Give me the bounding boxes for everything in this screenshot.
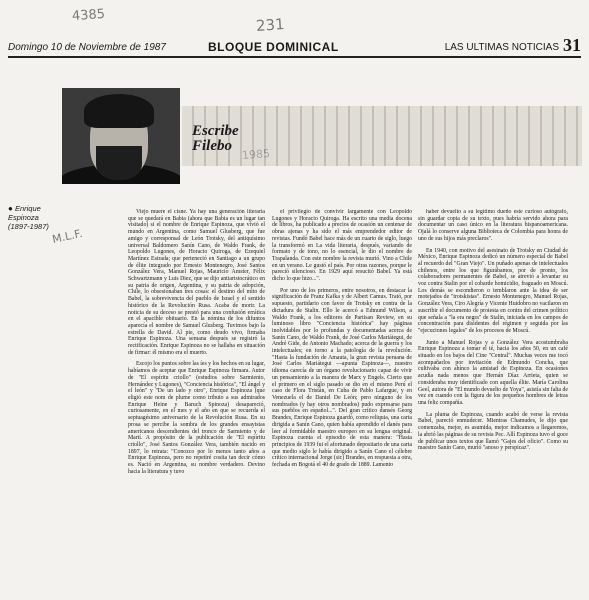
- paragraph: Viejo muere el cisne. Ya hay una generación literaria que se quedará en Babia (ahora que Babia es un lugar tan visitado) si el nombre de Enrique Espinoza, que vivió el mundo en Argentina, como Samuel Glusberg, que fue amigo y corresponsal de León Trotsky, del antiquísimo universal Baldomero Sanín Cano, de Waldo Frank, de Leopoldo Lugones, de Horacio Quiroga, de Ezequiel Martínez Estrada; que perteneció en Santiago a un grupo de élite integrado por Ernesto Montenegro, José Santos González Vera, Manuel Rojas, Mauricio Amster, Félix Schwartzmann y Luis Diez, que se dijo antiaristocrático en su patria de origen, Argentina, y su patria de adopción, Chile, lo obsesionaban tres cosas: el destino del mito de Babel, la sobrevivencia del pueblo de Israel y el sentido histórico de la Revolución Rusa. Acaba de morir. La noticia de su deceso se prestó para una confusión errática en el apacible obituario. En la nómina de los difuntos aparecía el nombre de Samuel Glusberg. Tuvimos bajo la estrella de David. Al pie, como deudo vivo, firmaba Enrique Espinoza. Una semana después se registró la rectificación. Enrique Espinoza no se hallaba en situación de firmar: él mismo era el muerto.: [128, 209, 265, 356]
- author-photo: [62, 88, 180, 184]
- handwritten-number: 4385: [71, 6, 106, 25]
- issue-date: Domingo 10 de Noviembre de 1987: [8, 42, 166, 53]
- page-number: 31: [563, 35, 581, 55]
- masthead: [8, 35, 581, 58]
- section-title: BLOQUE DOMINICAL: [208, 40, 339, 54]
- handwritten-initials: M.L.F.: [50, 226, 84, 247]
- paragraph: En 1940, con motivo del asesinato de Trotsky en Ciudad de México, Enrique Espinoza dedicó un número especial de Babel al recuerdo del "Gran Viejo". Un puñado apenas de intelectuales chilenos, entre los que figurábamos, por de pronto, los colaboradores permanentes de Babel, se atrevió a levantar su voz contra Stalin por el cobarde homicidio, fraguado en Moscú. Los demás se escondieron o temblaron ante la idea de ser motejados de "trotskistas". Ernesto Montenegro, Manuel Rojas, González Vera, Ciro Alegría y Vicente Huidobro no vacilaron en suscribir el documento de protesta en contra del crimen político que señala a "la era negra" de Stalin, iniciada en los campos de concentración para disidentes del régimen y seguida por las "ejecuciones legales" de los procesos de Moscú.: [418, 247, 568, 334]
- column-title: [192, 124, 239, 154]
- column-banner: [62, 88, 582, 184]
- caption-years: (1897-1987): [8, 222, 49, 231]
- paragraph: haber devuelto a su legítimo dueño este curioso autógrafo, sin guardar copia de su texto, pues habría servido ahora para documentar un caso único en la literatura hispanoamericana. Ojalá lo conserve alguna Biblioteca de Colombia para honra de uno de sus hijos más preclaros".: [418, 209, 568, 242]
- decorative-stripe: [182, 106, 582, 166]
- paragraph: el privilegio de convivir largamente con Leopoldo Lugones y Horacio Quiroga. Ha escrito una media docena de libros, ha publicado a precios de ocasión un centenar de obras ajenas y ha sido el más emprendedor editor de revistas. Fundó Babel hace más de un cuarto de siglo, luego la transformó en La vida literaria, después, variando de formato y de tono, no lo esencial, le dio el nombre de Trapalanda. Con este nombre la revista murió. Vino a Chile en un verano. Le gustó el país. Por otras razones, porque le pareció silencioso. En 1929 aquí resucitó Babel. Ya está dicho lo que hizo...".: [272, 209, 412, 283]
- bullet-icon: ●: [8, 204, 13, 213]
- column-title-line2: Filebo: [192, 138, 232, 154]
- paragraph: Por uno de los primeros, entre nosotros, en destacar la significación de Franz Kafka y de Albert Camus. Trató, por supuesto, partidario con favor de Trotsky en contra de la dictadura de Stalin. Ello le acercó a Edmund Wilson, a Waldo Frank, a los editores de Partisan Review, en su luminoso libro "Conciencia histórica" hay páginas inolvidables por lo profundas y documentadas acerca de Sanín Cano, de Waldo Frank, de José Carlos Mariátegui, de André Gide, de Antonio Machado; acerca de la guerra y los intelectuales; en torno a la patología de la revolución. "Hasta la fundación de Amauta, la gran revista peruana de José Carlos Mariátegui —apunta Espinoza—, nuestro idioma carecía de un órgano revolucionario capaz de vivir un pensamiento a la manera de Marx y Engels. Cierto que el primero en el siglo pasado se dio en el mismo Perú el caso de Flora Tristán, en Cuba de Pablo Lafargue, y en Venezuela el de Daniel De León; pero ninguno de los nombrados (y hay otros nombrados) pudo expresarse para sus pueblos en español...". Del gran crítico dansés Georg Brandes, Enrique Espinoza guardó, como reliquia, una carta dirigida a Sanín Cano, quien había aprendido el danés para leer al formidable maestro europeo en su lengua original. Espinoza cuenta el episodio de esta manera: "Hasta principios de 1939 fui el afortunado depositario de una carta que medio siglo le había dirigido a Sanín Cano el célebre crítico internacional Jorge (sic) Brandes, en respuesta a otra, fechada en Bogotá el 40 de grado de 1889. Lamento: [272, 287, 412, 469]
- paragraph: Junto a Manuel Rojas y a González Vera acostumbraba Enrique Espinoza a tomar el té, hacia los años 50, en un café situado en los bajos del Cine "Central". Muchas veces me tocó acompañarlos por invitación de Edmundo Concha, que cultivaba con ahínco la amistad de Espinoza. En ocasiones acudía nada menos que Hernán Díaz Arrieta, quien se consideraba muy identificado con aquella élite. María Carolina Geel, autora de "El mundo devuelto de Yoya", asistía sin falta de vez en cuando con la figura de los pequeños hombres de letras una feliz compañía.: [418, 339, 568, 406]
- paragraph: La pluma de Espinoza, cuando acabó de verse la revista Babel, pareció enmudecer. Mientras Chamudes, le dijo que comenzaba, mejor, es asumida, mejor indicamos a llegaremos, la abrió las páginas de su revista Pec. Allí Espinoza tuvo el goce de publicar unos textos que llamó "Gajes del oficio". Como su maestro Sanín Cano, murió "anoso y perspicaz".: [418, 411, 568, 452]
- newspaper-name: LAS ULTIMAS NOTICIAS: [444, 42, 559, 53]
- article-column-2: [272, 209, 412, 594]
- article-column-1: [128, 209, 265, 594]
- paragraph: Escojo los puntos sobre las íes y los hechos en su lugar, habíamos de aceptar que Enrique Espinoza firmara. Autor de "El espíritu criollo" (estudios sobre Sarmiento, Hernández y Lugones), "Conciencia histórica", "El ángel y el león" y "De un lado y otro", Enrique Espinoza (que eligió este nom de plume como tributo a sus admirados Enrique Heine y Baruch Spinoza) desapareció, curiosamente, en el mes y el año en que se recuerda el septuagésimo aniversario de la Revolución Rusa. En su prosa se percibe la sombra de los grandes ensayistas americanos descendientes del tronco de Sarmiento y de Martí. A propósito de la publicación de "El espíritu criollo", José Santos González Vera, también nacido en 1897, lo retrata: "Conozco por lo menos tanto años a Enrique Espinoza, pero no repetiré cosita tan decir cómo es. Nació en Argentina, su nombre verdadero. Devino hacia la literatura y tuvo: [128, 361, 265, 475]
- caption-name: Enrique Espinoza: [8, 204, 41, 222]
- photo-caption: [8, 204, 68, 231]
- handwritten-number: 231: [255, 15, 286, 35]
- column-title-line1: Escribe: [192, 123, 239, 139]
- article-column-3: [418, 209, 568, 594]
